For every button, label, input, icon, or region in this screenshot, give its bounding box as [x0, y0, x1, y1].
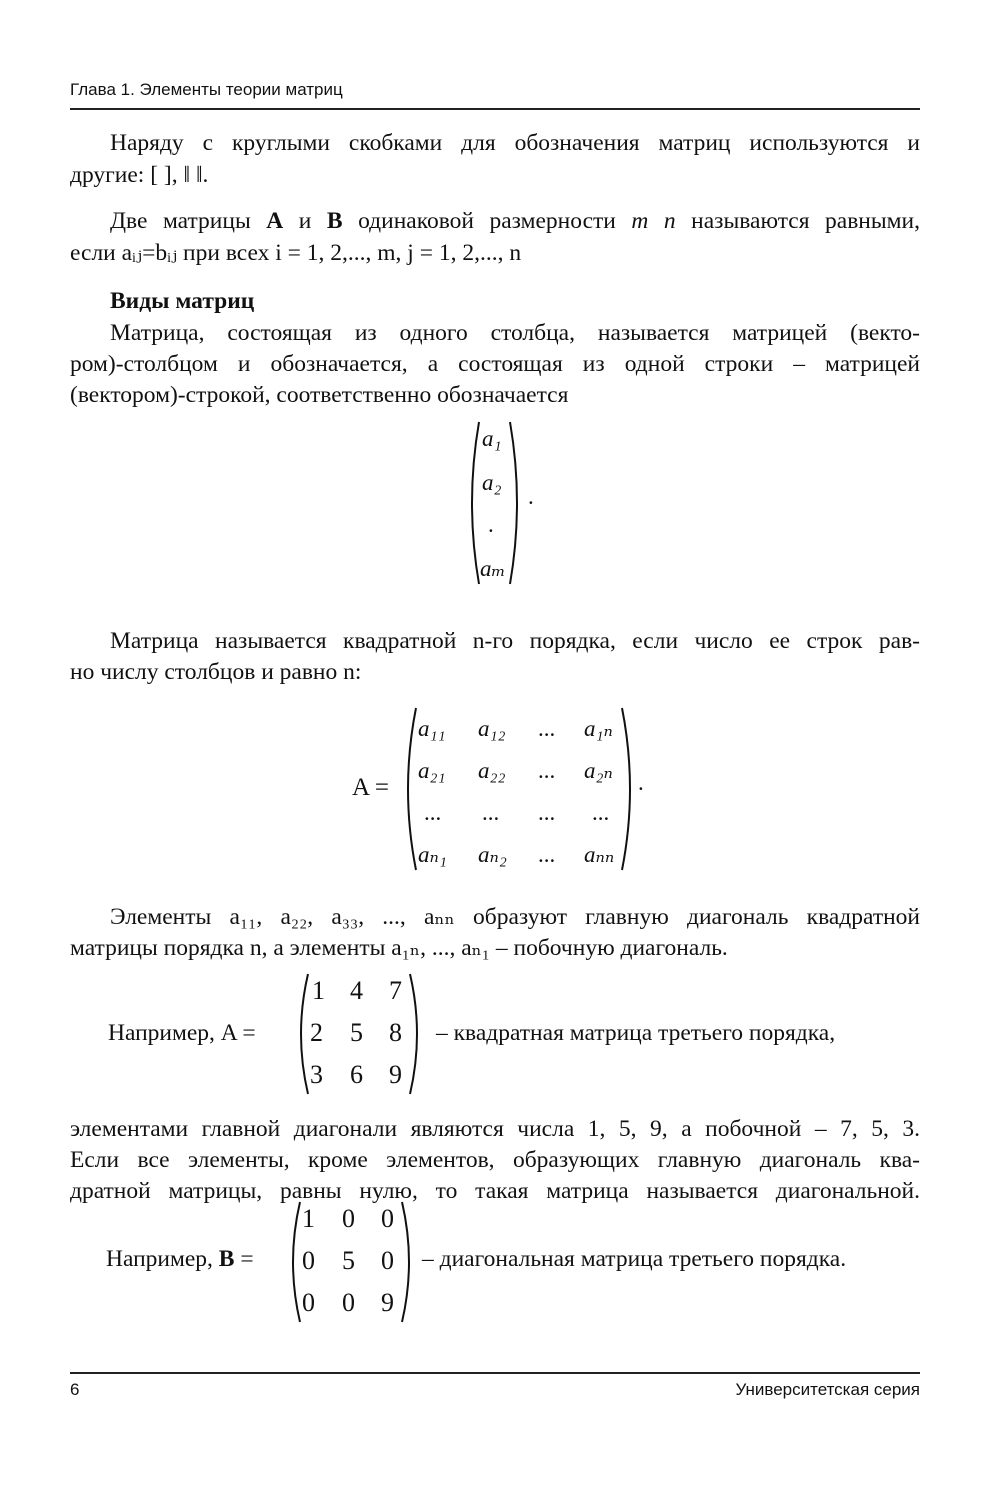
matrix-cell: 9: [381, 1288, 394, 1317]
matrix-cell: 0: [302, 1288, 315, 1317]
right-paren: [506, 420, 526, 586]
vector-entry: a₂: [482, 470, 502, 495]
matrix-cell: ...: [424, 800, 442, 825]
header-rule: [70, 108, 920, 110]
footer-rule: [70, 1372, 920, 1374]
running-header: Глава 1. Элементы теории матриц: [70, 80, 343, 99]
matrix-cell: 4: [350, 976, 363, 1005]
matrix-cell: 0: [381, 1204, 394, 1233]
matrix-label: A =: [352, 774, 390, 801]
matrix-cell: ...: [538, 842, 556, 867]
matrix-cell: a₂ₙ: [584, 758, 613, 783]
matrix-cell: 8: [389, 1018, 402, 1047]
example-1-suffix: – квадратная матрица третьего порядка,: [436, 1020, 836, 1046]
paragraph-4-line-1: Матрица называется квадратной n-го порядка, если число ее строк рав-: [110, 628, 920, 654]
matrix-cell: ...: [482, 800, 500, 825]
vector-entry: .: [488, 512, 494, 537]
paragraph-6-line-1: элементами главной диагонали являются числа 1, 5, 9, а побочной – 7, 5, 3.: [70, 1116, 920, 1142]
matrix-cell: a₁ₙ: [584, 716, 613, 741]
matrix-cell: a₁₁: [418, 716, 446, 741]
matrix-cell: 5: [342, 1246, 355, 1275]
matrix-cell: ...: [592, 800, 610, 825]
example-2-suffix: – диагональная матрица третьего порядка.: [422, 1246, 847, 1272]
vector-entry: aₘ: [480, 556, 506, 581]
right-paren: [406, 972, 426, 1096]
matrix-cell: 6: [350, 1060, 363, 1089]
paragraph-6-line-2: Если все элементы, кроме элементов, образующих главную диагональ ква-: [70, 1147, 920, 1173]
paragraph-1-line-2: другие: [ ], ‖ ‖.: [70, 162, 209, 188]
example-2-prefix: Например, B =: [106, 1246, 254, 1272]
vector-period: .: [528, 484, 534, 509]
matrix-cell: 0: [302, 1246, 315, 1275]
matrix-cell: 9: [389, 1060, 402, 1089]
left-paren: [292, 972, 312, 1096]
matrix-cell: a₂₁: [418, 758, 446, 783]
example-1-prefix: Например, A =: [108, 1020, 256, 1046]
paragraph-6-line-3: дратной матрицы, равны нулю, то такая матрица называется диагональной.: [70, 1178, 920, 1204]
matrix-cell: a₂₂: [478, 758, 506, 783]
matrix-cell: aₙ₂: [478, 842, 507, 867]
matrix-cell: 0: [381, 1246, 394, 1275]
right-paren: [618, 706, 640, 872]
paragraph-3-line-1: Матрица, состоящая из одного столбца, называется матрицей (векто-: [110, 320, 920, 346]
left-paren: [284, 1200, 304, 1324]
matrix-cell: aₙₙ: [584, 842, 615, 867]
paragraph-1-line-1: Наряду с круглыми скобками для обозначения матриц используются и: [110, 130, 920, 156]
matrix-cell: 0: [342, 1288, 355, 1317]
paragraph-3-line-2: ром)-столбцом и обозначается, а состоящая из одной строки – матрицей: [70, 351, 920, 377]
vector-entry: a₁: [482, 426, 502, 451]
matrix-period: .: [638, 770, 644, 795]
page-number: 6: [70, 1380, 80, 1399]
matrix-cell: ...: [538, 800, 556, 825]
section-title: Виды матриц: [110, 288, 255, 314]
paragraph-4-line-2: но числу столбцов и равно n:: [70, 659, 362, 685]
matrix-cell: ...: [538, 758, 556, 783]
matrix-cell: 5: [350, 1018, 363, 1047]
matrix-cell: 1: [302, 1204, 315, 1233]
paragraph-5-line-1: Элементы a₁₁, a₂₂, a₃₃, ..., aₙₙ образуют главную диагональ квадратной: [110, 904, 920, 930]
right-paren: [398, 1200, 418, 1324]
matrix-cell: aₙ₁: [418, 842, 447, 867]
matrix-cell: 2: [310, 1018, 323, 1047]
matrix-cell: a₁₂: [478, 716, 506, 741]
matrix-cell: 1: [312, 976, 325, 1005]
matrix-cell: 3: [310, 1060, 323, 1089]
matrix-cell: 0: [342, 1204, 355, 1233]
paragraph-2-line-2: если aᵢⱼ=bᵢⱼ при всех i = 1, 2,..., m, j = 1, 2,..., n: [70, 240, 522, 266]
paragraph-5-line-2: матрицы порядка n, а элементы a₁ₙ, ..., aₙ₁ – побочную диагональ.: [70, 935, 728, 961]
series-title: Университетская серия: [735, 1380, 920, 1399]
matrix-cell: ...: [538, 716, 556, 741]
paragraph-2-line-1: Две матрицы A и B одинаковой размерности m n называются равными,: [110, 208, 920, 234]
paragraph-3-line-3: (вектором)-строкой, соответственно обозначается: [70, 382, 569, 408]
left-paren: [398, 706, 420, 872]
matrix-cell: 7: [389, 976, 402, 1005]
